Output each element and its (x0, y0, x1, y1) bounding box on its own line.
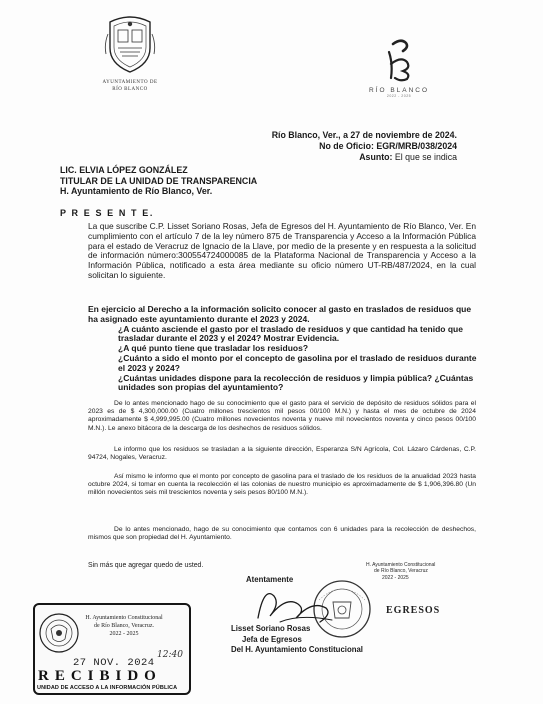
rio-blanco-brand-logo (368, 38, 430, 106)
request-question-3: ¿Cuánto a sido el monto por el concepto de gasolina por el traslado de residuos durante el 2023 y 2024? (118, 352, 477, 373)
letter-meta (272, 130, 457, 163)
greeting: P R E S E N T E. (60, 208, 154, 218)
egresos-stamp-line-3: 2022 - 2025 (382, 574, 409, 581)
received-stamp-line-2: de Río Blanco, Veracruz. (93, 623, 155, 629)
request-lead: En ejercicio al Derecho a la información solicito conocer al gasto en traslados de residuos que ha asignado este ayuntamiento durante el 2023 y 2024. (88, 304, 472, 324)
request-question-4: ¿Cuántas unidades dispone para la recolección de residuos y limpia pública? ¿Cuántas unidades son propias del ayuntamiento? (118, 372, 474, 393)
addressee-block (60, 165, 257, 197)
letter-date: Río Blanco, Ver., a 27 de noviembre de 2024. (271, 130, 457, 140)
signer-role: Jefa de Egresos (242, 634, 302, 644)
received-stamp-word: RECIBIDO (38, 668, 162, 684)
request-question-2: ¿A qué punto tiene que trasladar los residuos? (118, 343, 309, 354)
answer-paragraph-1: De lo antes mencionado hago de su conocimiento que el gasto para el servicio de depósito de residuos sólidos para el 2023 es de $ 4,300,000.00 (Cuatro millones trescientos mil pesos 00/100 M.N.) y hasta el mes de octubre de 2024 aproximadamente $ 4,999,995.00 (Cuatro millones novecientos noventa y nueve mil novecientos noventa y cinco pesos 00/100 M.N.). Le anexo bitácora de la descarga de los deshechos de residuos sólidos. (88, 400, 476, 432)
answer-paragraph-4: De lo antes mencionado, hago de su conocimiento que contamos con 6 unidades para la recolección de deshechos, mismos que son propiedad del H. Ayuntamiento. (88, 526, 476, 542)
rb-monogram-icon (379, 38, 419, 82)
municipal-coat-of-arms-logo (95, 14, 165, 106)
received-stamp-time: 12:40 (157, 650, 183, 660)
logo-years: 2022 - 2025 (386, 94, 412, 98)
coat-of-arms-icon (104, 14, 156, 74)
atentamente-label: Atentamente (246, 575, 294, 584)
received-stamp-emblem-icon (37, 611, 81, 655)
egresos-stamp-line-1: H. Ayuntamiento Constitucional (366, 562, 436, 568)
subject-line (272, 152, 457, 163)
subject-label: Asunto: (359, 152, 393, 162)
intro-paragraph: La que suscribe C.P. Lisset Soriano Rosas, Jefa de Egresos del H. Ayuntamiento de Río Blanco, Ver. En cumplimiento con el artículo 7 de la ley número 875 de Transparencia y Acceso a la Información Pública para el estado de Veracruz de Ignacio de la Llave, por medio de la presente y en respuesta a la solicitud de información número:300554724000085 de la Plataforma Nacional de Transparencia y Acceso a la Información Pública, notificado a esta área mediante su oficio número UT-RB/487/2024, en la cual solicitan lo siguiente. (88, 221, 476, 280)
addressee-name: LIC. ELVIA LÓPEZ GONZÁLEZ (60, 165, 188, 175)
request-block (88, 305, 478, 393)
signature-block (231, 624, 363, 656)
office-number: No de Oficio: EGR/MRB/038/2024 (319, 141, 457, 151)
egresos-stamp-label: EGRESOS (386, 605, 441, 616)
addressee-title: TITULAR DE LA UNIDAD DE TRANSPARENCIA (60, 175, 258, 186)
egresos-stamp-text (366, 562, 435, 581)
addressee-org: H. Ayuntamiento de Río Blanco, Ver. (60, 186, 213, 196)
request-question-1: ¿A cuánto asciende el gasto por el traslado de residuos y que cantidad ha tenido que trasladar durante el 2023 y el 2024? Mostrar Evidencia. (118, 323, 463, 344)
subject-value: El que se indica (394, 152, 457, 162)
received-stamp-line-1: H. Ayuntamiento Constitucional (85, 615, 163, 621)
received-stamp-unit: UNIDAD DE ACCESO A LA INFORMACIÓN PÚBLICA (37, 685, 178, 691)
answer-paragraph-2: Le informo que los residuos se trasladan a la siguiente dirección, Esperanza S/N Agrícola, Col. Lázaro Cárdenas, C.P. 94724, Nogales, Veracruz. (88, 446, 476, 462)
logo-city-name: RÍO BLANCO (368, 87, 430, 94)
received-stamp-org (84, 614, 164, 638)
egresos-stamp-line-2: de Río Blanco, Veracruz (374, 568, 428, 575)
closing-line: Sin más que agregar quedo de usted. (88, 562, 204, 569)
received-stamp-line-3: 2022 - 2025 (109, 631, 139, 637)
answer-paragraph-3: Así mismo le informo que el monto por concepto de gasolina para el traslado de los residuos de la anualidad 2023 hasta octubre 2024, si tomar en cuenta la recolección el las colonias de nuestro municipio es aproximadamente de $ 1,906,396.80 (Un millón novecientos seis mil trescientos noventa y seis pesos 80/100 M.N.). (88, 473, 476, 497)
signer-name: Lisset Soriano Rosas (231, 624, 311, 633)
received-stamp-date: 27 NOV. 2024 (73, 657, 155, 669)
signer-org: Del H. Ayuntamiento Constitucional (231, 645, 363, 654)
logo-caption-2: RÍO BLANCO (112, 87, 148, 92)
logo-caption-1: AYUNTAMIENTO DE (102, 80, 158, 85)
